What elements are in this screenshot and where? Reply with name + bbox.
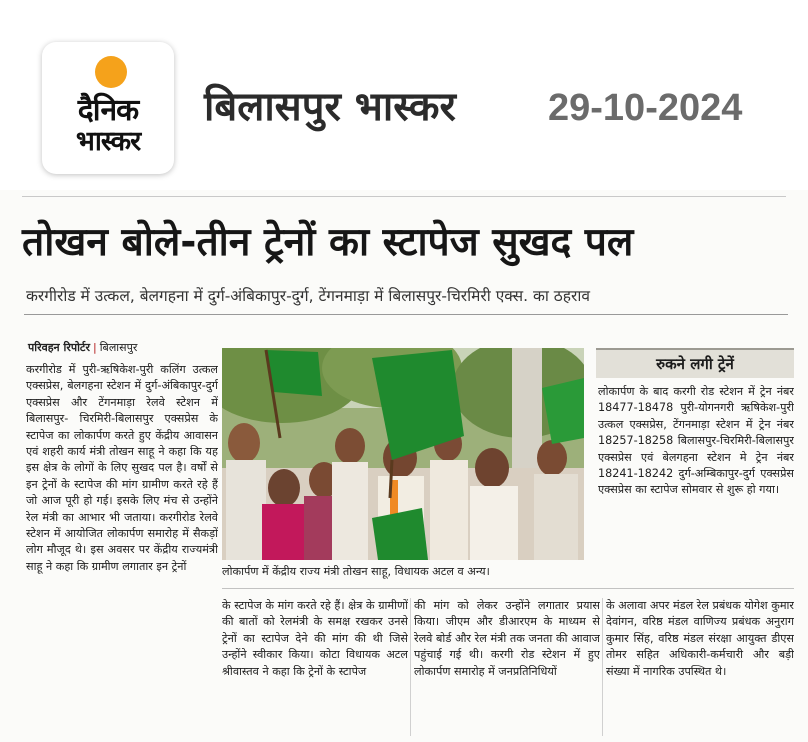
sidebar-title: रुकने लगी ट्रेनें	[596, 348, 794, 378]
edition-name: बिलासपुर भास्कर	[204, 84, 456, 130]
newspaper-clipping	[0, 190, 808, 742]
headline: तोखन बोले-तीन ट्रेनों का स्टापेज सुखद पल	[22, 220, 634, 265]
dainik-bhaskar-logo	[42, 42, 174, 174]
subheadline: करगीरोड में उत्कल, बेलगहना में दुर्ग-अंबिकापुर-दुर्ग, टेंगनमाड़ा में बिलासपुर-चिरमिरी एक्स. का ठहराव	[26, 287, 591, 305]
article-column-3: की मांग को लेकर उन्होंने लगातार प्रयास किया। जीएम और डीआरएम के माध्यम से रेलवे बोर्ड और रेल मंत्री तक जनता की आवाज पहुंचाई गई थी। करगी रोड स्टेशन में हुए लोकार्पण समारोह में जनप्रतिनिधियों	[414, 599, 600, 678]
article-column-1: करगीरोड में पुरी-ऋषिकेश-पुरी कलिंग उत्कल एक्सप्रेस, बेलगहना स्टेशन में दुर्ग-अंबिकापुर-दुर्ग एक्सप्रेस और टेंगनमाड़ा रेलवे स्टेशन में बिलासपुर- चिरमिरी-बिलासपुर एक्सप्रेस के स्टापेज का लोकार्पण करते हुए केंद्रीय आवासन एवं शहरी कार्य मंत्री तोखन साहू ने कहा कि यह इस क्षेत्र के लोगों के लिए सुखद पल है। वर्षों से इन ट्रेनों के स्टापेज की मांग ग्रामीण करते रहे हैं जो आज पूरी हो गई। इसके लिए मंच से उन्होंने रेल मंत्री का आभार भी जताया। करगीरोड रेलवे स्टेशन में आयोजित लोकार्पण समारोह में सैकड़ों लोग मौजूद थे। इस अवसर पर केंद्रीय राज्यमंत्री साहू ने कहा कि ग्रामीण लगातार इन ट्रेनों	[26, 363, 218, 573]
column-divider	[410, 598, 411, 736]
byline-separator: |	[92, 341, 97, 354]
divider	[24, 314, 788, 315]
edition-date: 29-10-2024	[548, 87, 743, 129]
column-divider	[602, 598, 603, 736]
event-photo	[222, 348, 584, 560]
article-column-4: के अलावा अपर मंडल रेल प्रबंधक योगेश कुमार देवांगन, वरिष्ठ मंडल वाणिज्य प्रबंधक अनुराग कुमार सिंह, वरिष्ठ मंडल संरक्षा आयुक्त डीएस तोमर सहित अधिकारी-कर्मचारी और बड़ी संख्या में नागरिक उपस्थित थे।	[606, 599, 794, 678]
byline	[28, 340, 218, 356]
byline-reporter: परिवहन रिपोर्टर	[28, 341, 90, 354]
logo-text-line2: भास्कर	[75, 126, 141, 157]
article-column-2: के स्टापेज के मांग करते रहे हैं। क्षेत्र के ग्रामीणों की बातों को रेलमंत्री के समक्ष रखकर उनसे ट्रेनों का स्टापेज देने की मांग की थी जिसे उन्होंने स्वीकार किया। कोटा विधायक अटल श्रीवास्तव ने कहा कि ट्रेनों के स्टापेज	[222, 599, 408, 678]
divider	[222, 588, 794, 589]
photo-caption: लोकार्पण में केंद्रीय राज्य मंत्री तोखन साहू, विधायक अटल व अन्य।	[222, 565, 490, 578]
logo-sun-icon	[95, 56, 127, 88]
page-header	[0, 0, 808, 190]
byline-place: बिलासपुर	[99, 341, 138, 354]
sidebar-body: लोकार्पण के बाद करगी रोड स्टेशन में ट्रेन नंबर 18477-18478 पुरी-योगनगरी ऋषिकेश-पुरी उत्कल एक्सप्रेस, टेंगनमाड़ा स्टेशन में ट्रेन नंबर 18257-18258 बिलासपुर-चिरमिरी-बिलासपुर एक्सप्रेस एवं बेलगहना स्टेशन मे ट्रेन नंबर 18241-18242 दुर्ग-अम्बिकापुर-दुर्ग एक्सप्रेस एक्सप्रेस का स्टापेज सोमवार से शुरू हो गया।	[598, 385, 794, 497]
logo-text-line1: दैनिक	[77, 93, 139, 128]
